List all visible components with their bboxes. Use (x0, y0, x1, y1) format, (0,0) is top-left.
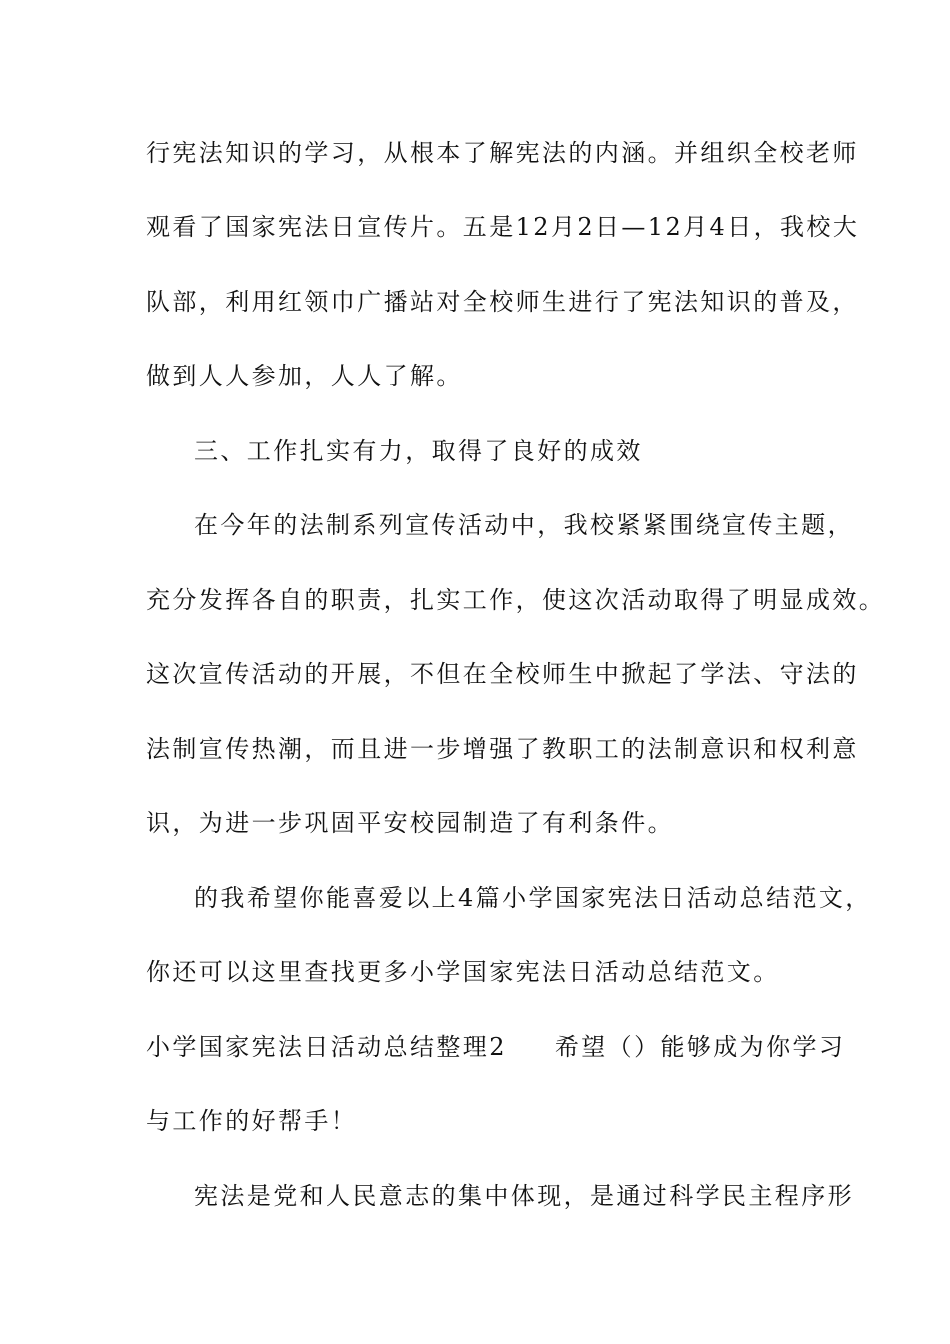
paragraph-line-10: 识，为进一步巩固平安校园制造了有利条件。 (146, 809, 674, 837)
paragraph-line-12: 你还可以这里查找更多小学国家宪法日活动总结范文。 (146, 958, 780, 986)
paragraph-line-4: 做到人人参加，人人了解。 (146, 362, 463, 390)
paragraph-line-8: 这次宣传活动的开展，不但在全校师生中掀起了学法、守法的 (146, 660, 859, 688)
paragraph-line-6: 在今年的法制系列宣传活动中，我校紧紧围绕宣传主题， (194, 511, 854, 539)
paragraph-line-7: 充分发挥各自的职责，扎实工作，使这次活动取得了明显成效。 (146, 586, 886, 614)
paragraph-line-13 (146, 1032, 846, 1062)
section-heading: 三、工作扎实有力，取得了良好的成效 (194, 437, 643, 465)
paragraph-line-9: 法制宣传热潮，而且进一步增强了教职工的法制意识和权利意 (146, 735, 859, 763)
paragraph-line-2: 观看了国家宪法日宣传片。五是12月2日—12月4日，我校大 (146, 213, 860, 241)
paragraph-line-15: 宪法是党和人民意志的集中体现，是通过科学民主程序形 (194, 1182, 854, 1210)
paragraph-line-1: 行宪法知识的学习，从根本了解宪法的内涵。并组织全校老师 (146, 139, 859, 167)
paragraph-line-14: 与工作的好帮手！ (146, 1107, 358, 1135)
paragraph-line-3: 队部，利用红领巾广播站对全校师生进行了宪法知识的普及， (146, 288, 859, 316)
article-title: 小学国家宪法日活动总结整理2 (146, 1033, 507, 1061)
article-note: 希望（）能够成为你学习 (554, 1033, 846, 1061)
paragraph-line-11: 的我希望你能喜爱以上4篇小学国家宪法日活动总结范文， (194, 884, 872, 912)
